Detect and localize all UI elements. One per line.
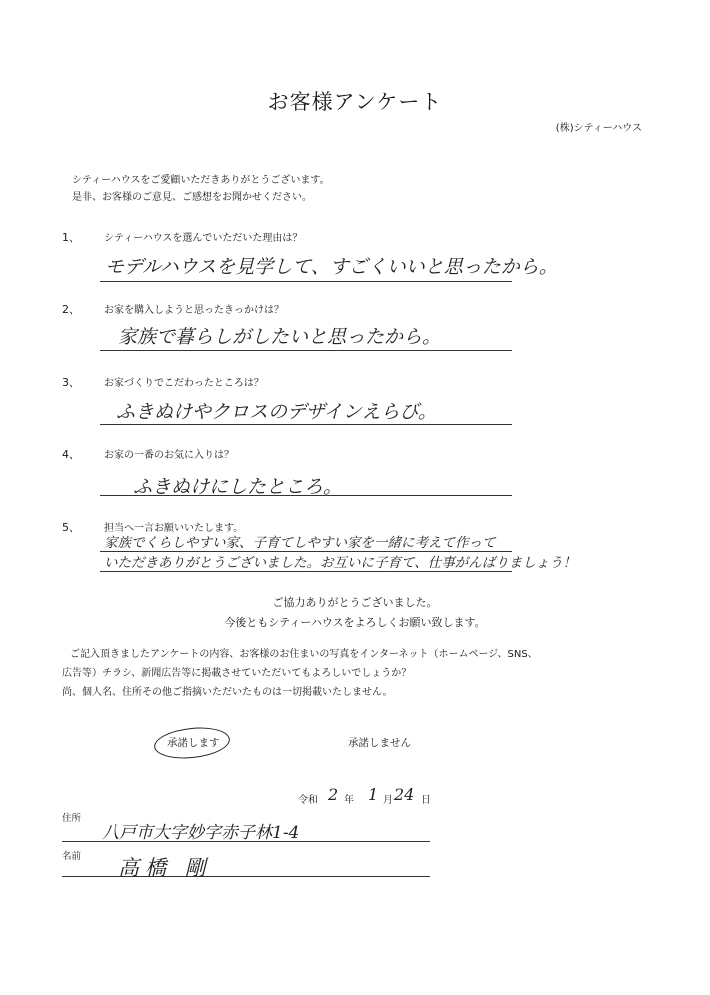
answer-line-2 xyxy=(100,350,512,351)
question-number-1: 1、 xyxy=(62,231,80,244)
question-text-2: お家を購入しようと思ったきっかけは？ xyxy=(104,305,284,316)
answer-line-4 xyxy=(100,495,512,496)
answer-5-line-2[interactable]: いただきありがとうございました。お互いに子育て、仕事がんばりましょう！ xyxy=(104,555,577,571)
answer-line-1 xyxy=(100,281,512,282)
consent-line-3: 尚、個人名、住所その他ご指摘いただいたものは一切掲載いたしません。 xyxy=(62,687,393,698)
date-day-unit: 日 xyxy=(421,795,431,806)
question-text-4: お家の一番のお気に入りは？ xyxy=(104,450,234,461)
survey-title: お客様アンケート xyxy=(267,90,443,114)
consent-line-1: ご記入頂きましたアンケートの内容、お客様のお住まいの写真をインターネット（ホームページ、SNS、 xyxy=(70,649,538,660)
answer-line-3 xyxy=(100,424,512,425)
date-day[interactable]: 24 xyxy=(394,785,415,804)
intro-line-2: 是非、お客様のご意見、ご感想をお聞かせください。 xyxy=(72,192,312,203)
disagree-option[interactable]: 承諾しません xyxy=(348,737,411,749)
thanks-line-2: 今後ともシティーハウスをよろしくお願い致します。 xyxy=(224,616,486,629)
consent-line-2: 広告等）チラシ、新聞広告等に掲載させていただいてもよろしいでしょうか？ xyxy=(62,668,412,679)
thanks-message xyxy=(0,593,710,633)
question-number-3: 3、 xyxy=(62,376,80,389)
answer-2[interactable]: 家族で暮らしがしたいと思ったから。 xyxy=(118,326,442,348)
thanks-line-1: ご協力ありがとうございました。 xyxy=(272,596,438,609)
question-text-3: お家づくりでこだわったところは？ xyxy=(104,378,264,389)
name-label: 名前 xyxy=(62,851,82,862)
date-month[interactable]: 1 xyxy=(368,785,379,804)
date-year[interactable]: 2 xyxy=(328,785,339,804)
question-number-2: 2、 xyxy=(62,303,80,316)
date-era: 令和 xyxy=(298,795,318,806)
name-value[interactable]: 高橋 剛 xyxy=(118,856,212,880)
answer-line-5b xyxy=(100,571,512,572)
agree-option[interactable]: 承諾します xyxy=(167,737,220,749)
name-line xyxy=(62,876,430,877)
question-number-4: 4、 xyxy=(62,448,80,461)
answer-4[interactable]: ふきぬけにしたところ。 xyxy=(133,476,343,498)
question-text-1: シティーハウスを選んでいただいた理由は？ xyxy=(104,233,303,244)
date-month-unit: 月 xyxy=(383,795,393,806)
date-year-unit: 年 xyxy=(344,795,354,806)
company-name: (株)シティーハウス xyxy=(555,123,642,134)
answer-1[interactable]: モデルハウスを見学して、すごくいいと思ったから。 xyxy=(105,256,558,278)
address-label: 住所 xyxy=(62,813,82,824)
answer-5-line-1[interactable]: 家族でくらしやすい家、子育てしやすい家を一緒に考えて作って xyxy=(104,535,496,551)
question-text-5: 担当へ一言お願いいたします。 xyxy=(104,523,244,534)
address-value[interactable]: 八戸市大字妙字赤子林1-4 xyxy=(102,823,300,843)
question-number-5: 5、 xyxy=(62,521,80,534)
intro-line-1: シティーハウスをご愛顧いただきありがとうございます。 xyxy=(72,175,330,186)
answer-3[interactable]: ふきぬけやクロスのデザインえらび。 xyxy=(116,401,437,423)
address-line xyxy=(62,841,430,842)
